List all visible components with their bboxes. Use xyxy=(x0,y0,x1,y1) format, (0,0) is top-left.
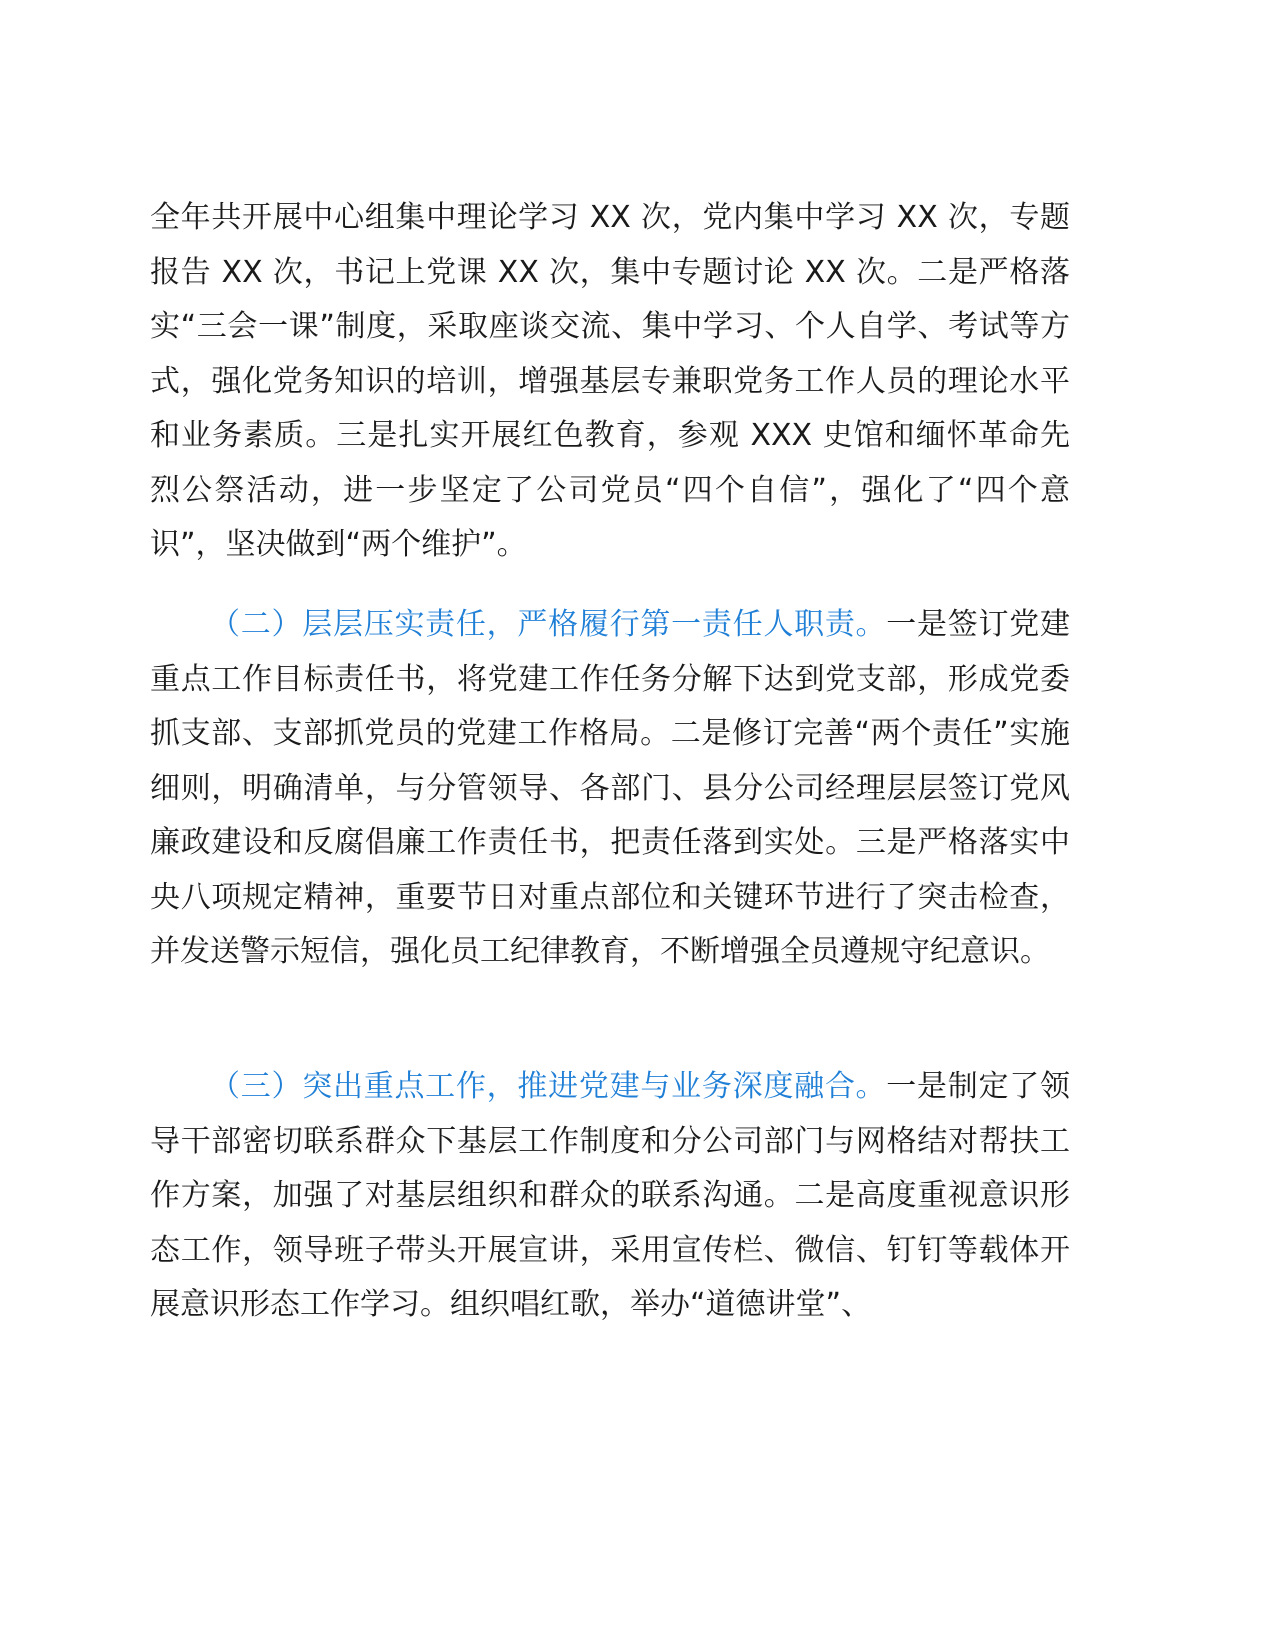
section-heading-2: （二）层层压实责任，严格履行第一责任人职责。 xyxy=(210,607,887,642)
paragraph-body: 一是签订党建重点工作目标责任书，将党建工作任务分解下达到党支部，形成党委抓支部、支部抓党员的党建工作格局。二是修订完善“两个责任”实施细则，明确清单，与分管领导、各部门、县分公司经理层层签订党风廉政建设和反腐倡廉工作责任书，把责任落到实处。三是严格落实中央八项规定精神，重要节日对重点部位和关键环节进行了突击检查，并发送警示短信，强化员工纪律教育，不断增强全员遵规守纪意识。 xyxy=(150,607,1071,969)
paragraph-body: 一是制定了领导干部密切联系群众下基层工作制度和分公司部门与网格结对帮扶工作方案，加强了对基层组织和群众的联系沟通。二是高度重视意识形态工作，领导班子带头开展宣讲，采用宣传栏、微信、钉钉等载体开展意识形态工作学习。组织唱红歌，举办“道德讲堂”、 xyxy=(150,1069,1071,1322)
paragraph-integration xyxy=(150,1060,1070,1333)
paragraph-body: 全年共开展中心组集中理论学习 XX 次，党内集中学习 XX 次，专题报告 XX 次，书记上党课 XX 次，集中专题讨论 XX 次。二是严格落实“三会一课”制度，采取座谈交流、集中学习、个人自学、考试等方式，强化党务知识的培训，增强基层专兼职党务工作人员的理论水平和业务素质。三是扎实开展红色教育，参观 XXX 史馆和缅怀革命先烈公祭活动，进一步坚定了公司党员“四个自信”，强化了“四个意识”，坚决做到“两个维护”。 xyxy=(150,200,1070,562)
section-heading-3: （三）突出重点工作，推进党建与业务深度融合。 xyxy=(210,1069,887,1104)
paragraph-responsibility xyxy=(150,598,1070,980)
paragraph-study xyxy=(150,191,1070,573)
